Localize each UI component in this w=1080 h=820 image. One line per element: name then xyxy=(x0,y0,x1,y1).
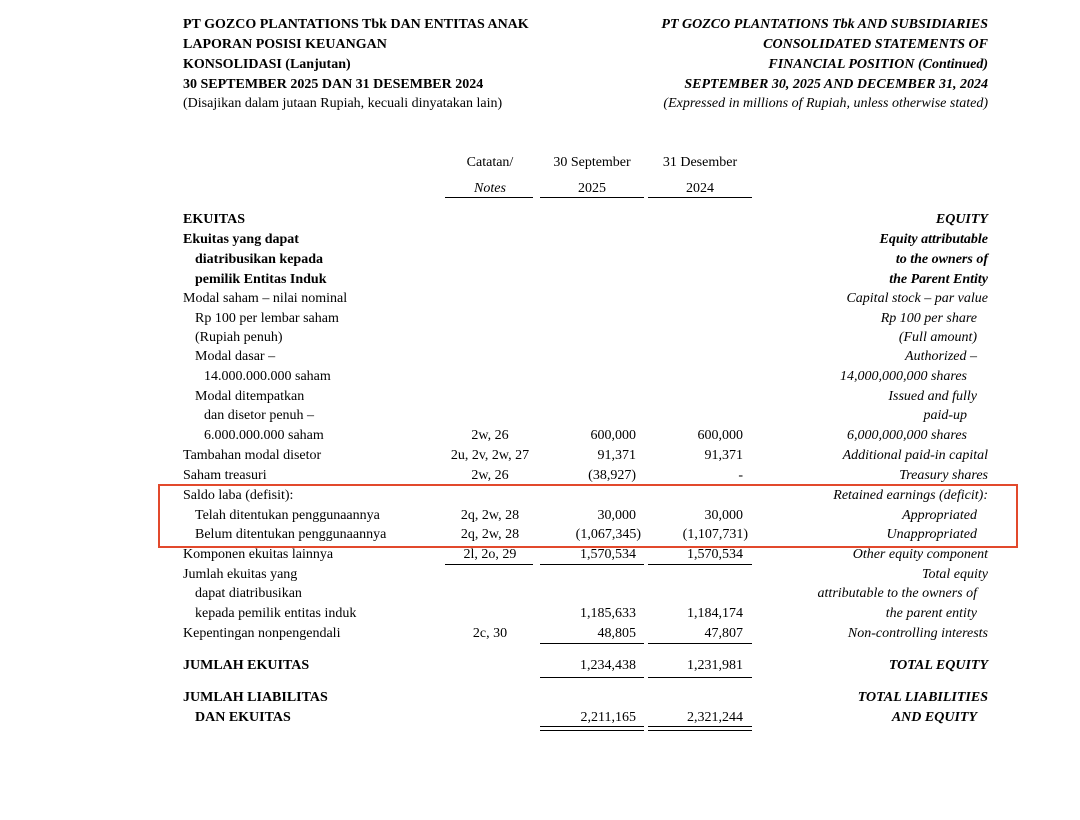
row-label: Saldo laba (defisit): xyxy=(183,488,294,503)
col-header-2024: 31 Desember xyxy=(662,155,738,170)
col-header-2025: 30 September xyxy=(553,155,631,170)
row-value-2024: 91,371 xyxy=(704,448,743,463)
row-label-en: Non-controlling interests xyxy=(847,626,988,641)
row-label-en: Appropriated xyxy=(902,508,977,523)
row-label-en: EQUITY xyxy=(935,212,988,227)
row-label: Rp 100 per lembar saham xyxy=(195,311,339,326)
row-label-en: TOTAL LIABILITIES xyxy=(857,690,988,705)
row-label-en: Additional paid-in capital xyxy=(842,448,988,463)
row-value-2024: 1,184,174 xyxy=(687,606,743,621)
row-note: 2l, 2o, 29 xyxy=(463,547,517,562)
row-label-en: the parent entity xyxy=(885,606,977,621)
row-label: Modal dasar – xyxy=(195,349,276,364)
row-label: Telah ditentukan penggunaannya xyxy=(195,508,380,523)
row-value-2024: 2,321,244 xyxy=(687,710,743,725)
row-label-en: Other equity component xyxy=(852,547,988,562)
row-label-en: Capital stock – par value xyxy=(846,291,988,306)
col-header-notes: Catatan/ xyxy=(466,155,514,170)
title-id-report-2: KONSOLIDASI (Lanjutan) xyxy=(183,57,351,72)
subtotal-rule xyxy=(445,564,533,565)
row-value-2025: 1,570,534 xyxy=(580,547,636,562)
row-label-en: Equity attributable xyxy=(879,232,988,247)
title-en-report: CONSOLIDATED STATEMENTS OF xyxy=(763,37,988,52)
row-label-en: 6,000,000,000 shares xyxy=(846,428,967,443)
row-note: 2u, 2v, 2w, 27 xyxy=(450,448,530,463)
row-label-en: Retained earnings (deficit): xyxy=(833,488,988,503)
row-label-en: to the owners of xyxy=(895,252,988,267)
row-label: dapat diatribusikan xyxy=(195,586,302,601)
row-note: 2w, 26 xyxy=(471,428,509,443)
col-header-rule xyxy=(445,197,533,198)
col-header-2024-year: 2024 xyxy=(686,181,714,196)
row-label-en: Issued and fully xyxy=(888,389,977,404)
row-label-en: AND EQUITY xyxy=(891,710,977,725)
total-equity-rule xyxy=(540,677,644,678)
row-value-2025: 1,185,633 xyxy=(580,606,636,621)
row-label: diatribusikan kepada xyxy=(195,252,323,267)
row-label: DAN EKUITAS xyxy=(195,710,291,725)
row-value-2025: 2,211,165 xyxy=(580,710,636,725)
row-value-2025: 48,805 xyxy=(597,626,636,641)
row-note: 2c, 30 xyxy=(472,626,508,641)
subtotal-rule xyxy=(540,643,644,644)
row-value-2025: (38,927) xyxy=(588,468,636,483)
row-note: 2q, 2w, 28 xyxy=(460,527,520,542)
subtotal-rule xyxy=(648,564,752,565)
row-label: Belum ditentukan penggunaannya xyxy=(195,527,387,542)
row-label: EKUITAS xyxy=(183,212,245,227)
row-label: dan disetor penuh – xyxy=(204,408,315,423)
row-label-en: 14,000,000,000 shares xyxy=(839,369,967,384)
row-note: 2w, 26 xyxy=(471,468,509,483)
row-label-en: Authorized – xyxy=(905,349,977,364)
row-label: Saham treasuri xyxy=(183,468,267,483)
row-label: Modal ditempatkan xyxy=(195,389,305,404)
row-value-2025: (1,067,345) xyxy=(575,527,641,542)
row-label: JUMLAH LIABILITAS xyxy=(183,690,328,705)
col-header-rule xyxy=(648,197,752,198)
row-label-en: TOTAL EQUITY xyxy=(888,658,988,673)
row-value-2024: 47,807 xyxy=(704,626,743,641)
row-label: 6.000.000.000 saham xyxy=(204,428,324,443)
row-label: kepada pemilik entitas induk xyxy=(195,606,357,621)
row-value-2024: 1,570,534 xyxy=(687,547,743,562)
subtotal-rule xyxy=(648,643,752,644)
grand-total-double-rule xyxy=(540,726,644,731)
title-en-report-2: FINANCIAL POSITION (Continued) xyxy=(768,57,988,72)
title-id-currency: (Disajikan dalam jutaan Rupiah, kecuali dinyatakan lain) xyxy=(183,96,503,111)
title-en-currency: (Expressed in millions of Rupiah, unless otherwise stated) xyxy=(663,96,988,111)
highlight-box-retained-earnings xyxy=(158,484,1018,548)
row-label: Komponen ekuitas lainnya xyxy=(183,547,334,562)
row-label: JUMLAH EKUITAS xyxy=(183,658,310,673)
row-label-en: Rp 100 per share xyxy=(880,311,977,326)
row-label-en: attributable to the owners of xyxy=(817,586,977,601)
row-label-en: Total equity xyxy=(922,567,988,582)
row-value-2025: 91,371 xyxy=(597,448,636,463)
title-en-date: SEPTEMBER 30, 2025 AND DECEMBER 31, 2024 xyxy=(684,77,988,92)
row-value-2024: (1,107,731) xyxy=(682,527,748,542)
row-label-en: paid-up xyxy=(923,408,967,423)
row-value-2024: 600,000 xyxy=(697,428,743,443)
row-label: Ekuitas yang dapat xyxy=(183,232,299,247)
title-id-report: LAPORAN POSISI KEUANGAN xyxy=(183,37,387,52)
row-label: 14.000.000.000 saham xyxy=(204,369,331,384)
row-label-en: Treasury shares xyxy=(899,468,988,483)
row-value-2024: - xyxy=(738,468,743,483)
title-en-company: PT GOZCO PLANTATIONS Tbk AND SUBSIDIARIES xyxy=(661,17,988,32)
col-header-notes-en: Notes xyxy=(474,181,506,196)
row-value-2024: 30,000 xyxy=(704,508,743,523)
subtotal-rule xyxy=(540,564,644,565)
title-id-company: PT GOZCO PLANTATIONS Tbk DAN ENTITAS ANAK xyxy=(183,17,529,32)
row-label-en: the Parent Entity xyxy=(889,272,988,287)
row-label: Modal saham – nilai nominal xyxy=(183,291,348,306)
col-header-rule xyxy=(540,197,644,198)
row-label: (Rupiah penuh) xyxy=(195,330,283,345)
row-value-2025: 1,234,438 xyxy=(580,658,636,673)
title-id-date: 30 SEPTEMBER 2025 DAN 31 DESEMBER 2024 xyxy=(183,77,484,92)
col-header-2025-year: 2025 xyxy=(578,181,606,196)
grand-total-double-rule xyxy=(648,726,752,731)
row-label: Tambahan modal disetor xyxy=(183,448,322,463)
row-value-2025: 30,000 xyxy=(597,508,636,523)
row-value-2025: 600,000 xyxy=(590,428,636,443)
row-label: pemilik Entitas Induk xyxy=(195,272,327,287)
row-label-en: Unappropriated xyxy=(886,527,977,542)
row-value-2024: 1,231,981 xyxy=(687,658,743,673)
row-label-en: (Full amount) xyxy=(898,330,977,345)
row-note: 2q, 2w, 28 xyxy=(460,508,520,523)
total-equity-rule xyxy=(648,677,752,678)
row-label: Kepentingan nonpengendali xyxy=(183,626,341,641)
row-label: Jumlah ekuitas yang xyxy=(183,567,298,582)
